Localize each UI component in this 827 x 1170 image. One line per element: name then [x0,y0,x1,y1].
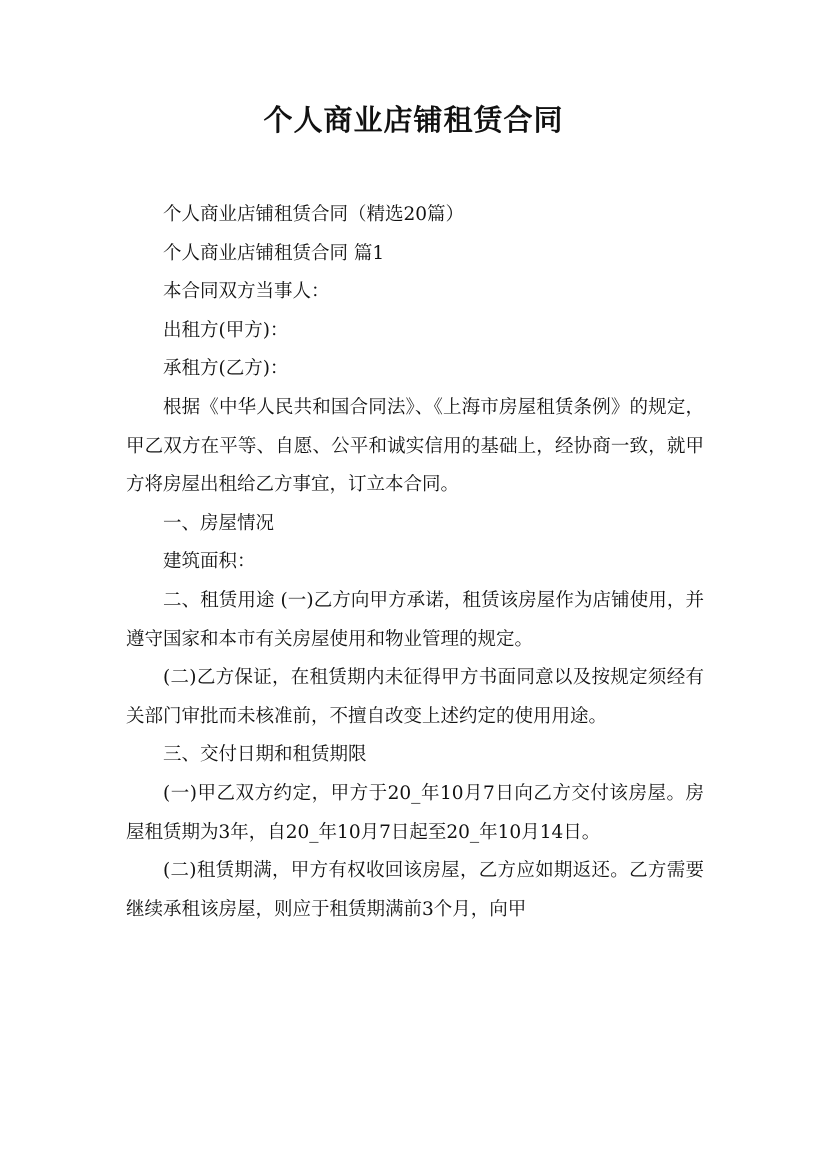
paragraph-floor-area: 建筑面积： [163,551,256,573]
paragraph-parties: 本合同双方当事人： [163,281,330,303]
paragraph-section-1: 一、房屋情况 [163,512,275,534]
document-body [126,196,704,929]
paragraph-article-heading: 个人商业店铺租赁合同 篇1 [163,242,385,264]
paragraph-section-3-item-2: (二)租赁期满，甲方有权收回该房屋，乙方应如期返还。乙方需要继续承租该房屋，则应于租赁期满前3个月，向甲 [126,860,704,920]
paragraph-preamble: 根据《中华人民共和国合同法》、《上海市房屋租赁条例》的规定，甲乙双方在平等、自愿、公平和诚实信用的基础上，经协商一致，就甲方将房屋出租给乙方事宜，订立本合同。 [126,396,704,496]
paragraph-section-2: 二、租赁用途 (一)乙方向甲方承诺，租赁该房屋作为店铺使用，并遵守国家和本市有关房屋使用和物业管理的规定。 [126,589,704,650]
paragraph-lessor: 出租方(甲方)： [163,319,289,341]
document-title: 个人商业店铺租赁合同 [263,103,564,137]
paragraph-section-3: 三、交付日期和租赁期限 [163,744,367,766]
paragraph-subtitle: 个人商业店铺租赁合同（精选20篇） [163,204,465,225]
paragraph-section-2-item-2: (二)乙方保证，在租赁期内未征得甲方书面同意以及按规定须经有关部门审批而未核准前，不擅自改变上述约定的使用用途。 [126,667,704,727]
paragraph-section-3-item-1: (一)甲乙双方约定，甲方于20_年10月7日向乙方交付该房屋。房屋租赁期为3年，自20_年10月7日起至20_年10月14日。 [126,782,704,843]
paragraph-lessee: 承租方(乙方)： [163,358,289,380]
